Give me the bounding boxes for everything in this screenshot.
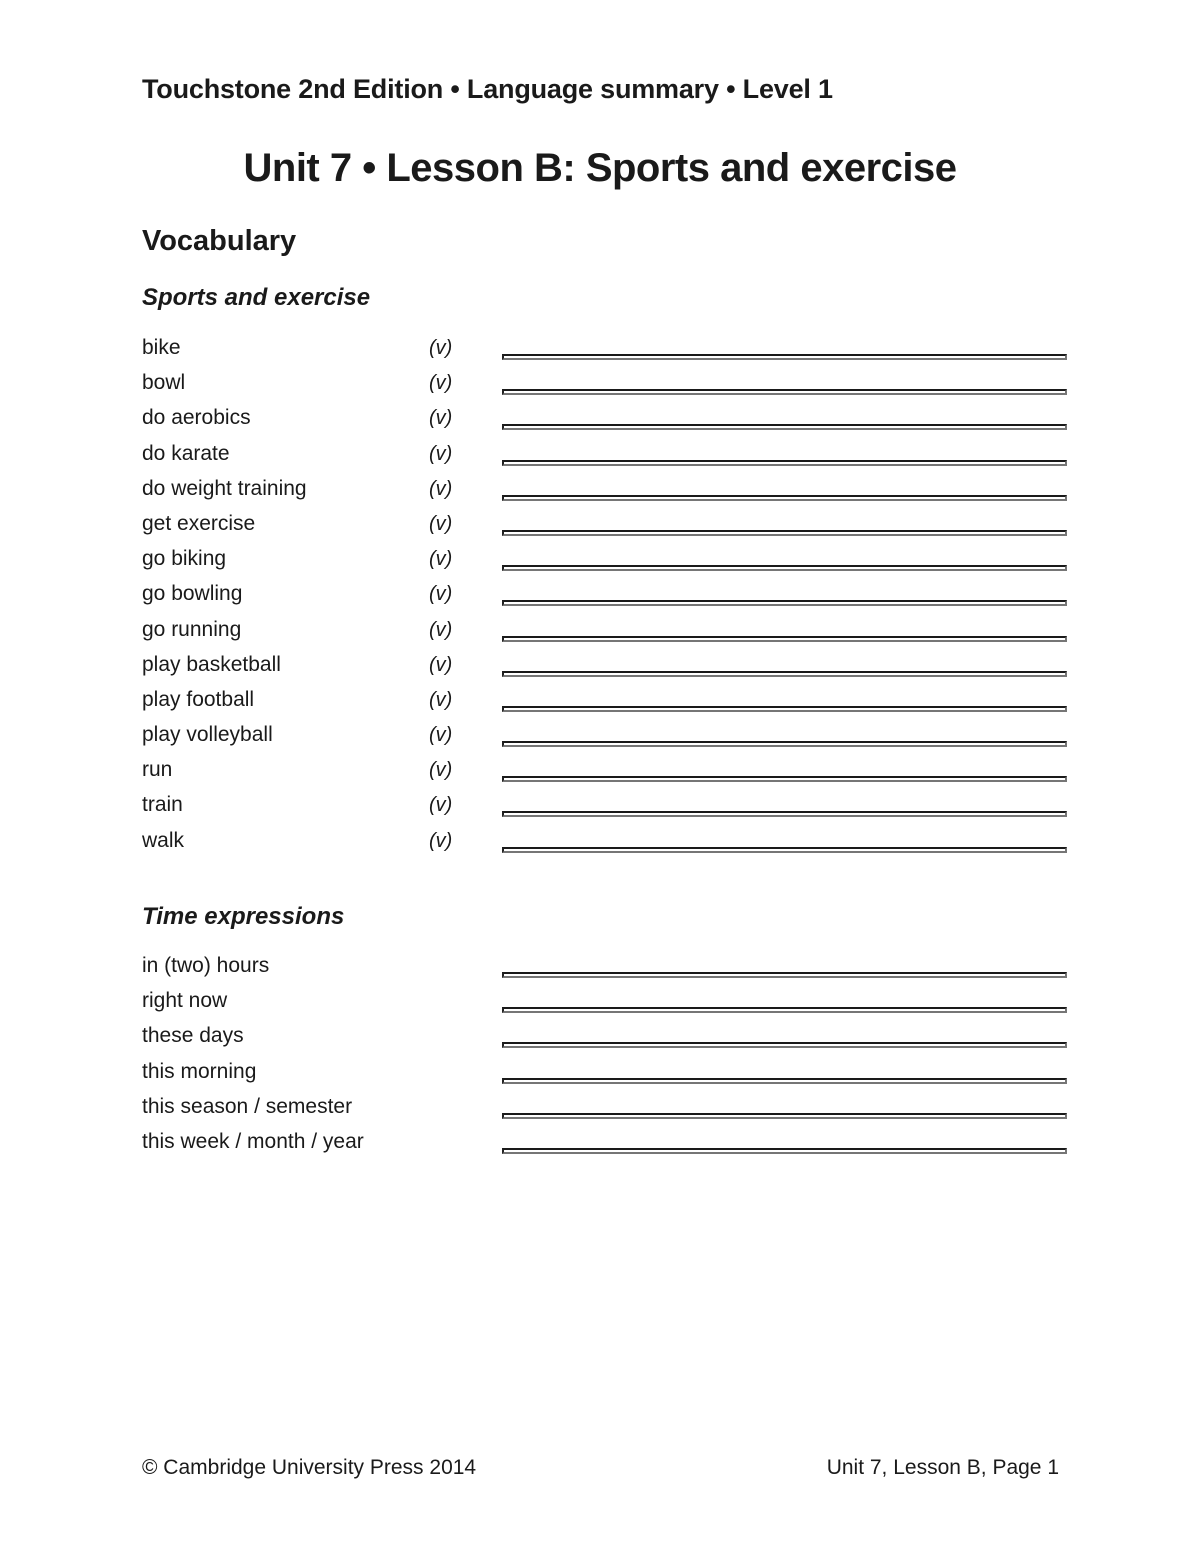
vocab-term: do aerobics (142, 406, 251, 430)
answer-line[interactable] (502, 424, 1067, 430)
answer-line[interactable] (502, 565, 1067, 571)
vocab-row (0, 511, 1200, 546)
answer-line[interactable] (502, 811, 1067, 817)
answer-line[interactable] (502, 706, 1067, 712)
answer-line[interactable] (502, 495, 1067, 501)
section-heading-vocabulary: Vocabulary (142, 225, 297, 257)
answer-line[interactable] (502, 1148, 1067, 1154)
vocab-row (0, 335, 1200, 370)
vocab-row (0, 581, 1200, 616)
vocab-row (0, 828, 1200, 863)
part-of-speech: (v) (429, 653, 453, 676)
vocab-term: this morning (142, 1059, 257, 1083)
vocab-row (0, 405, 1200, 440)
answer-line[interactable] (502, 389, 1067, 395)
vocab-row (0, 476, 1200, 511)
vocab-term: go biking (142, 547, 227, 571)
vocab-row (0, 1094, 1200, 1129)
vocab-term: run (142, 758, 173, 782)
vocab-row (0, 757, 1200, 792)
vocab-row (0, 1023, 1200, 1058)
answer-line[interactable] (502, 600, 1067, 606)
vocab-term: walk (142, 828, 185, 852)
part-of-speech: (v) (429, 794, 453, 817)
vocab-term: right now (142, 989, 228, 1013)
vocab-row (0, 687, 1200, 722)
vocab-term: train (142, 793, 183, 817)
vocab-term: play volleyball (142, 723, 273, 747)
page-reference: Unit 7, Lesson B, Page 1 (826, 1456, 1059, 1479)
answer-line[interactable] (502, 1042, 1067, 1048)
part-of-speech: (v) (429, 407, 453, 430)
vocab-row (0, 441, 1200, 476)
vocab-term: these days (142, 1024, 244, 1048)
answer-line[interactable] (502, 671, 1067, 677)
part-of-speech: (v) (429, 548, 453, 571)
answer-line[interactable] (502, 1078, 1067, 1084)
answer-line[interactable] (502, 972, 1067, 978)
vocab-term: go running (142, 617, 242, 641)
answer-line[interactable] (502, 776, 1067, 782)
vocab-term: get exercise (142, 511, 256, 535)
vocab-term: play basketball (142, 652, 281, 676)
vocab-term: this week / month / year (142, 1129, 364, 1153)
part-of-speech: (v) (429, 724, 453, 747)
vocab-row (0, 988, 1200, 1023)
answer-line[interactable] (502, 530, 1067, 536)
part-of-speech: (v) (429, 688, 453, 711)
vocab-term: play football (142, 687, 255, 711)
part-of-speech: (v) (429, 337, 453, 359)
vocab-row (0, 792, 1200, 827)
time-expressions-list (0, 953, 1200, 1164)
sports-vocabulary-list (0, 335, 1200, 863)
part-of-speech: (v) (429, 583, 453, 606)
part-of-speech: (v) (429, 442, 453, 465)
subheading-time-expressions: Time expressions (142, 903, 345, 930)
vocab-row (0, 617, 1200, 652)
vocab-term: this season / semester (142, 1094, 353, 1118)
vocab-term: do karate (142, 441, 230, 465)
vocab-row (0, 1129, 1200, 1164)
subheading-sports-and-exercise: Sports and exercise (142, 284, 371, 311)
part-of-speech: (v) (429, 512, 453, 535)
answer-line[interactable] (502, 1007, 1067, 1013)
part-of-speech: (v) (429, 759, 453, 782)
vocab-row (0, 370, 1200, 405)
answer-line[interactable] (502, 636, 1067, 642)
vocab-term: bike (142, 336, 181, 359)
part-of-speech: (v) (429, 477, 453, 500)
vocab-term: go bowling (142, 582, 243, 606)
answer-line[interactable] (502, 741, 1067, 747)
vocab-row (0, 1059, 1200, 1094)
answer-line[interactable] (502, 1113, 1067, 1119)
answer-line[interactable] (502, 460, 1067, 466)
vocab-term: bowl (142, 371, 186, 395)
vocab-term: do weight training (142, 476, 307, 500)
answer-line[interactable] (502, 847, 1067, 853)
part-of-speech: (v) (429, 829, 453, 852)
vocab-row (0, 953, 1200, 988)
vocab-row (0, 546, 1200, 581)
copyright-notice: © Cambridge University Press 2014 (142, 1456, 477, 1479)
page-title: Unit 7 • Lesson B: Sports and exercise (243, 146, 957, 190)
vocab-row (0, 722, 1200, 757)
part-of-speech: (v) (429, 372, 453, 395)
vocab-row (0, 652, 1200, 687)
document-header: Touchstone 2nd Edition • Language summary • Level 1 (142, 74, 833, 104)
part-of-speech: (v) (429, 618, 453, 641)
vocab-term: in (two) hours (142, 954, 270, 977)
answer-line[interactable] (502, 354, 1067, 360)
